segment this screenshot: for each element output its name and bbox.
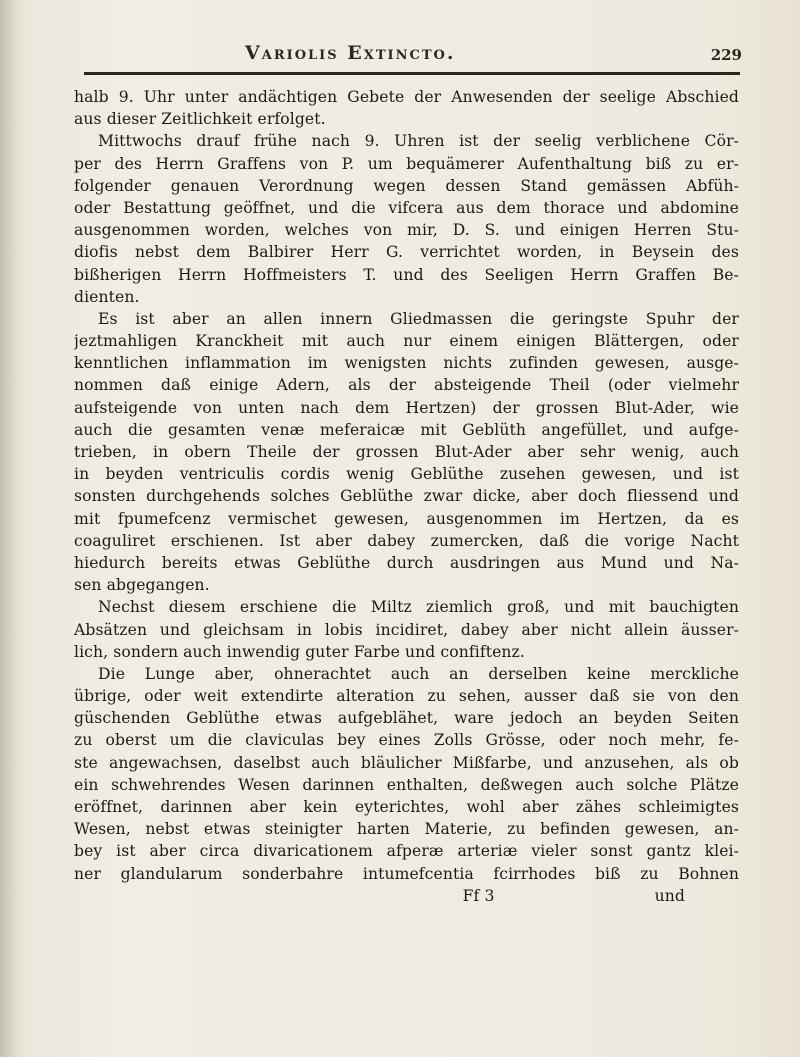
text-line: diofis nebst dem Balbirer Herr G. verrichtet worden, in Beysein des (74, 243, 739, 262)
text-line: zu oberst um die claviculas bey eines Zolls Grösse, oder noch mehr, fe- (74, 731, 739, 750)
text-line: per des Herrn Graffens von P. um bequämerer Aufenthaltung biß zu er- (74, 154, 739, 173)
text-line: aufsteigende von unten nach dem Hertzen) der grossen Blut-Ader, wie (74, 398, 739, 417)
signature-footer (74, 885, 739, 907)
text-line: ner glandularum sonderbahre intumefcentia fcirrhodes biß zu Bohnen (74, 864, 739, 883)
text-line: hiedurch bereits etwas Geblüthe durch ausdringen aus Mund und Na- (74, 553, 739, 572)
text-line: jeztmahligen Kranckheit mit auch nur einem einigen Blättergen, oder (74, 332, 739, 351)
text-line: ein schwehrendes Wesen darinnen enthalten, deßwegen auch solche Plätze (74, 775, 739, 794)
text-line: oder Bestattung geöffnet, und die vifcera aus dem thorace und abdomine (74, 198, 739, 217)
text-line: ste angewachsen, daselbst auch bläulicher Mißfarbe, und anzusehen, als ob (74, 753, 739, 772)
text-line: sonsten durchgehends solches Geblüthe zwar dicke, aber doch fliessend und (74, 487, 739, 506)
running-head: Variolis Extincto. (245, 42, 456, 64)
text-line: übrige, oder weit extendirte alteration zu sehen, ausser daß sie von den (74, 687, 739, 706)
text-line: coaguliret erschienen. Ist aber dabey zumercken, daß die vorige Nacht (74, 531, 739, 550)
text-line: Absätzen und gleichsam in lobis incidiret, dabey aber nicht allein äusser- (74, 620, 739, 639)
text-line: in beyden ventriculis cordis wenig Geblüthe zusehen gewesen, und ist (74, 465, 739, 484)
text-line: folgender genauen Verordnung wegen dessen Stand gemässen Abfüh- (74, 176, 739, 195)
text-line: kenntlichen inflammation im wenigsten nichts zufinden gewesen, ausge- (74, 354, 739, 373)
page-header (70, 30, 742, 70)
text-line: ausgenommen worden, welches von mir, D. S. und einigen Herren Stu- (74, 221, 739, 240)
text-line: Nechst diesem erschiene die Miltz ziemlich groß, und mit bauchigten (98, 598, 739, 617)
text-line: Die Lunge aber, ohnerachtet auch an derselben keine merckliche (98, 664, 739, 683)
text-line: Mittwochs drauf frühe nach 9. Uhren ist der seelig verblichene Cör- (98, 132, 739, 151)
text-line: Es ist aber an allen innern Gliedmassen die geringste Spuhr der (98, 309, 739, 328)
text-line: trieben, in obern Theile der grossen Blut-Ader aber sehr wenig, auch (74, 443, 739, 461)
text-line: güschenden Geblüthe etwas aufgeblähet, ware jedoch an beyden Seiten (74, 709, 739, 728)
text-line: nommen daß einige Adern, als der absteigende Theil (oder vielmehr (74, 376, 739, 395)
gutter-shadow (0, 0, 18, 1057)
text-line: aus dieser Zeitlichkeit erfolget. (74, 110, 326, 129)
text-line: bißherigen Herrn Hoffmeisters T. und des Seeligen Herrn Graffen Be- (74, 265, 739, 284)
body-text (74, 86, 739, 907)
text-line: sen abgegangen. (74, 576, 210, 595)
catchword: und (654, 886, 685, 905)
text-line: lich, sondern auch inwendig guter Farbe und confiftenz. (74, 642, 525, 661)
text-line: halb 9. Uhr unter andächtigen Gebete der Anwesenden der seelige Abschied (74, 88, 739, 106)
text-line: Wesen, nebst etwas steinigter harten Materie, zu befinden gewesen, an- (74, 820, 739, 839)
header-rule (84, 72, 740, 75)
text-line: dienten. (74, 287, 140, 306)
text-line: bey ist aber circa divaricationem afperæ arteriæ vieler sonst gantz klei- (74, 842, 739, 861)
text-line: mit fpumefcenz vermischet gewesen, ausgenommen im Hertzen, da es (74, 509, 739, 528)
page-number: 229 (710, 46, 742, 64)
text-line: auch die gesamten venæ meferaicæ mit Geblüth angefüllet, und aufge- (74, 420, 739, 439)
signature-mark: Ff 3 (462, 886, 495, 905)
text-line: eröffnet, darinnen aber kein eyterichtes, wohl aber zähes schleimigtes (74, 798, 739, 816)
